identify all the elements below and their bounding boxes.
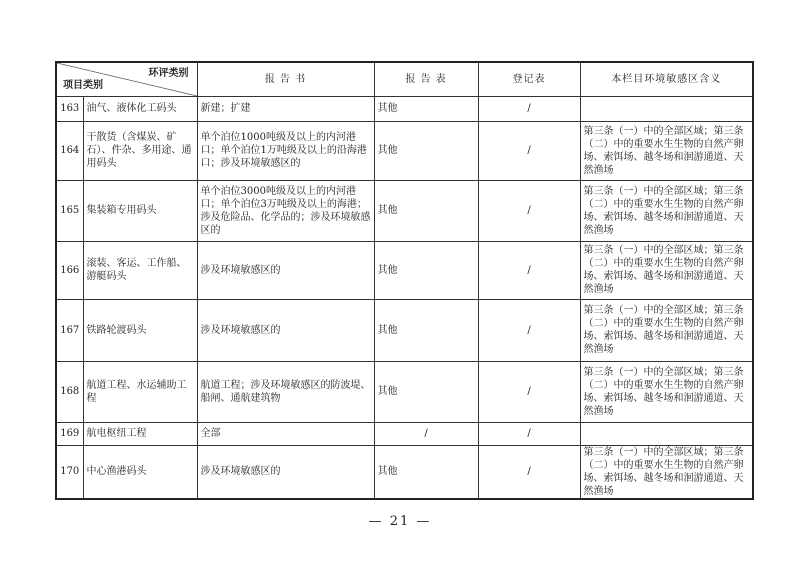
project-type: 中心渔港码头: [83, 445, 197, 499]
table-row: [56, 445, 753, 499]
row-number: 164: [56, 121, 83, 180]
report-book-cell: 涉及环境敏感区的: [197, 299, 374, 361]
diagonal-header-cell: [56, 62, 197, 96]
row-number: 169: [56, 422, 83, 445]
report-book-cell: 全部: [197, 422, 374, 445]
project-type: 干散货（含煤炭、矿石）、件杂、多用途、通用码头: [83, 121, 197, 180]
sensitive-area-cell: [580, 96, 753, 121]
registration-cell: /: [478, 96, 580, 121]
report-form-cell: 其他: [374, 96, 478, 121]
row-number: 166: [56, 241, 83, 299]
project-type: 航道工程、水运辅助工程: [83, 361, 197, 422]
registration-cell: /: [478, 422, 580, 445]
report-form-cell: 其他: [374, 299, 478, 361]
report-form-cell: 其他: [374, 445, 478, 499]
row-number: 167: [56, 299, 83, 361]
header-registration: 登记表: [478, 62, 580, 96]
sensitive-area-cell: 第三条（一）中的全部区域；第三条（二）中的重要水生生物的自然产卵场、索饵场、越冬场和洄游通道、天然渔场: [580, 180, 753, 241]
table-row: [56, 180, 753, 241]
header-project-category: 项目类别: [63, 79, 103, 91]
registration-cell: /: [478, 180, 580, 241]
row-number: 163: [56, 96, 83, 121]
report-book-cell: 新建；扩建: [197, 96, 374, 121]
report-form-cell: 其他: [374, 241, 478, 299]
report-form-cell: 其他: [374, 121, 478, 180]
header-eia-category: 环评类别: [148, 68, 189, 79]
sensitive-area-cell: 第三条（一）中的全部区域；第三条（二）中的重要水生生物的自然产卵场、索饵场、越冬场和洄游通道、天然渔场: [580, 241, 753, 299]
header-report-form: 报 告 表: [374, 62, 478, 96]
registration-cell: /: [478, 241, 580, 299]
sensitive-area-cell: 第三条（一）中的全部区域；第三条（二）中的重要水生生物的自然产卵场、索饵场、越冬场和洄游通道、天然渔场: [580, 299, 753, 361]
sensitive-area-cell: 第三条（一）中的全部区域；第三条（二）中的重要水生生物的自然产卵场、索饵场、越冬场和洄游通道、天然渔场: [580, 361, 753, 422]
project-type: 集装箱专用码头: [83, 180, 197, 241]
row-number: 170: [56, 445, 83, 499]
report-book-cell: 单个泊位1000吨级及以上的内河港口；单个泊位1万吨级及以上的沿海港口；涉及环境敏感区的: [197, 121, 374, 180]
sensitive-area-cell: 第三条（一）中的全部区域；第三条（二）中的重要水生生物的自然产卵场、索饵场、越冬场和洄游通道、天然渔场: [580, 121, 753, 180]
project-type: 滚装、客运、工作船、游艇码头: [83, 241, 197, 299]
table-header-row: [56, 62, 753, 96]
registration-cell: /: [478, 445, 580, 499]
table-row: [56, 299, 753, 361]
report-form-cell: /: [374, 422, 478, 445]
table-row: [56, 96, 753, 121]
header-report-book: 报 告 书: [197, 62, 374, 96]
report-book-cell: 涉及环境敏感区的: [197, 241, 374, 299]
report-form-cell: 其他: [374, 361, 478, 422]
row-number: 168: [56, 361, 83, 422]
header-sensitive-meaning: 本栏目环境敏感区含义: [580, 62, 753, 96]
report-book-cell: 涉及环境敏感区的: [197, 445, 374, 499]
row-number: 165: [56, 180, 83, 241]
sensitive-area-cell: 第三条（一）中的全部区域；第三条（二）中的重要水生生物的自然产卵场、索饵场、越冬场和洄游通道、天然渔场: [580, 445, 753, 499]
report-book-cell: 单个泊位3000吨级及以上的内河港口；单个泊位3万吨级及以上的海港；涉及危险品、化学品的；涉及环境敏感区的: [197, 180, 374, 241]
table-row: [56, 361, 753, 422]
registration-cell: /: [478, 299, 580, 361]
project-type: 航电枢纽工程: [83, 422, 197, 445]
classification-table: [55, 61, 754, 500]
sensitive-area-cell: [580, 422, 753, 445]
registration-cell: /: [478, 361, 580, 422]
project-type: 铁路轮渡码头: [83, 299, 197, 361]
page-number: — 21 —: [368, 514, 432, 529]
table-row: [56, 241, 753, 299]
table-row: [56, 121, 753, 180]
registration-cell: /: [478, 121, 580, 180]
report-book-cell: 航道工程；涉及环境敏感区的防波堤、船闸、通航建筑物: [197, 361, 374, 422]
project-type: 油气、液体化工码头: [83, 96, 197, 121]
report-form-cell: 其他: [374, 180, 478, 241]
table-row: [56, 422, 753, 445]
